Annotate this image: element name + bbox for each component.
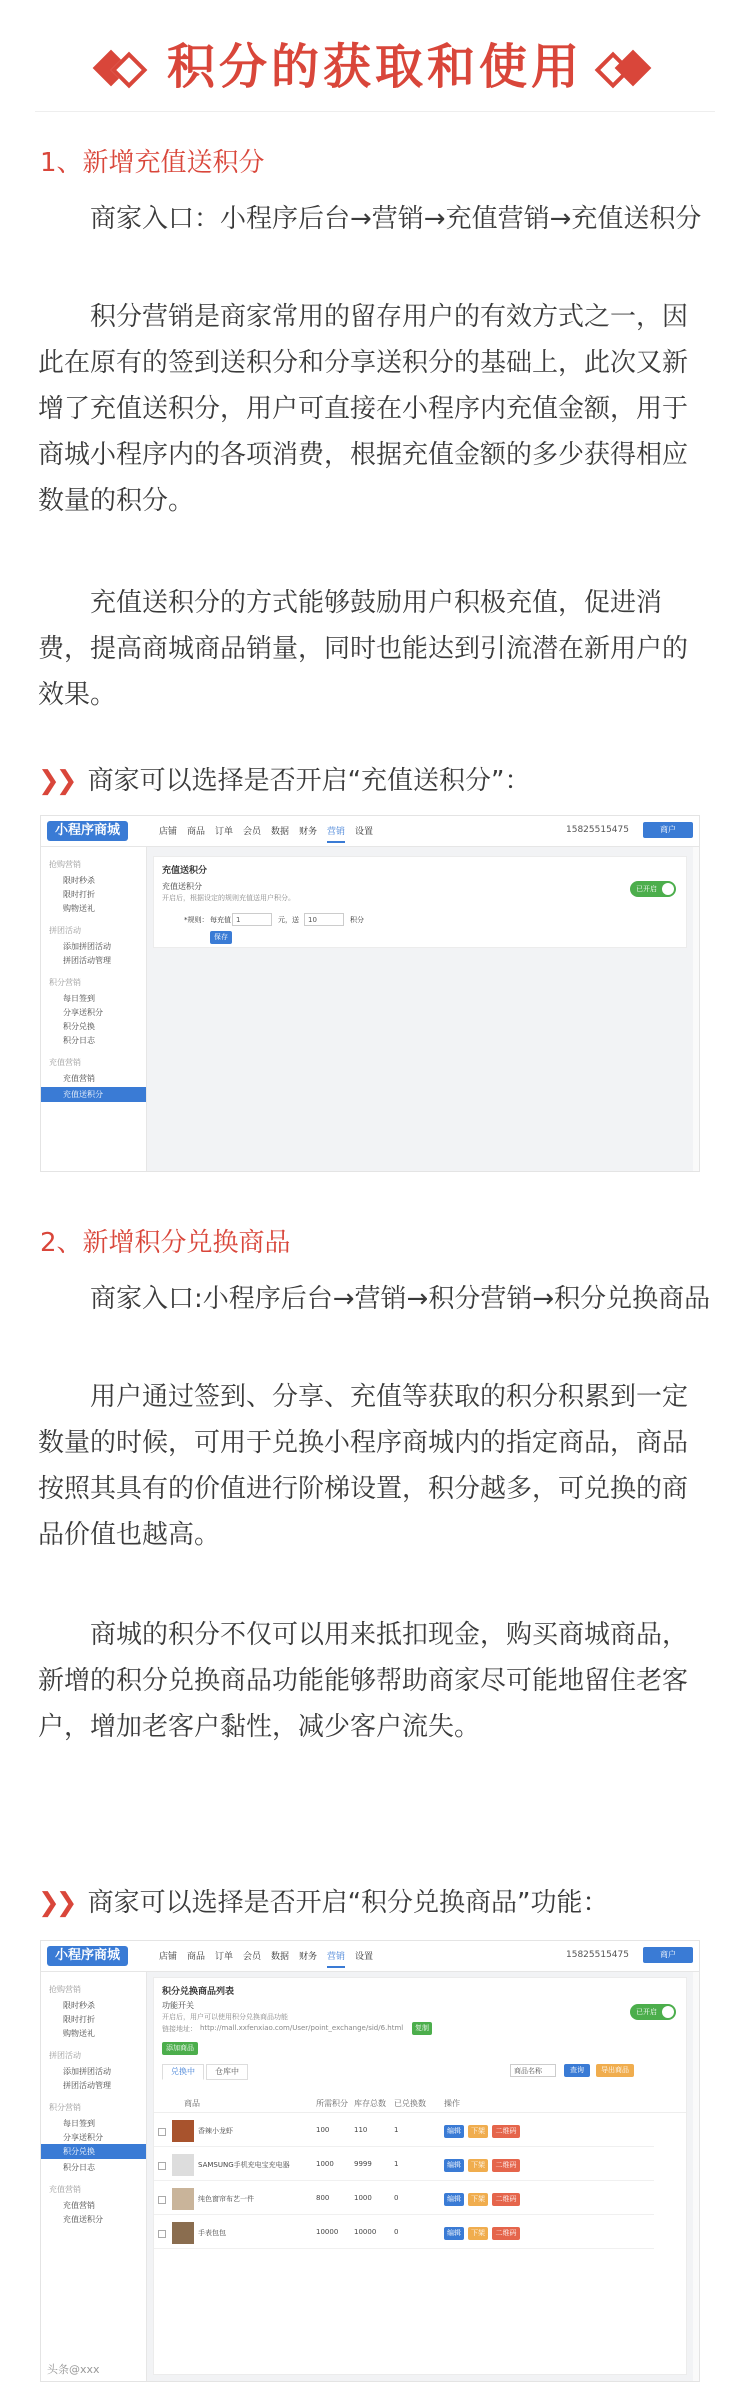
column-exchanged: 已兑换数 (394, 2099, 426, 2108)
section-2-callout (38, 1882, 609, 1919)
product-exchanged: 0 (394, 2194, 399, 2202)
sidebar-group-group-buy: 拼团活动 (49, 926, 81, 935)
nav-store[interactable]: 店铺 (159, 827, 178, 837)
nav-orders[interactable]: 订单 (215, 1952, 234, 1962)
sidebar-item-seckill[interactable]: 限时秒杀 (63, 876, 95, 885)
exchange-toggle[interactable]: 已开启 (630, 2004, 676, 2020)
section-1-entry: 商家入口：小程序后台→营销→充值营销→充值送积分 (90, 204, 702, 234)
product-points: 100 (316, 2126, 330, 2134)
user-button[interactable]: 商户 (643, 1947, 693, 1963)
recharge-points-toggle[interactable]: 已开启 (630, 881, 676, 897)
rule-prefix: 每充值 (210, 916, 231, 924)
sidebar-item-recharge[interactable]: 充值营销 (63, 1074, 95, 1083)
nav-members[interactable]: 会员 (243, 1952, 262, 1962)
switch-description: 开启后，根据设定的规则充值送用户积分。 (162, 894, 295, 902)
sidebar-item-recharge-points[interactable]: 充值送积分 (41, 1087, 146, 1102)
section-1-paragraph-2: 充值送积分的方式能够鼓励用户积极充值，促进消费，提高商城商品销量，同时也能达到引流潜在新用户的效果。 (38, 588, 689, 710)
toggle-knob (662, 2006, 674, 2018)
page-title: 积分的获取和使用 (166, 39, 583, 95)
sidebar-group-recharge: 充值营销 (49, 2185, 81, 2194)
callout-text: 商家可以选择是否开启“充值送积分”： (87, 766, 531, 796)
section-2-entry: 商家入口:小程序后台→营销→积分营销→积分兑换商品 (90, 1284, 711, 1314)
column-operations: 操作 (444, 2099, 460, 2108)
screenshot-points-exchange (40, 1940, 700, 2382)
watermark: 头条@xxx (47, 2363, 100, 2376)
panel-title: 积分兑换商品列表 (162, 1987, 235, 1997)
table-row (154, 2218, 654, 2249)
sidebar-item-discount[interactable]: 限时打折 (63, 890, 95, 899)
product-points: 1000 (316, 2160, 334, 2168)
row-checkbox[interactable] (158, 2196, 166, 2204)
nav-store[interactable]: 店铺 (159, 1952, 178, 1962)
product-name: 手表包包 (198, 2229, 226, 2237)
product-exchanged: 0 (394, 2228, 399, 2236)
sidebar-item-gift[interactable]: 购物送礼 (63, 904, 95, 913)
edit-button[interactable]: 编辑 (444, 2193, 464, 2206)
recharge-amount-input[interactable]: 1 (232, 913, 272, 926)
sidebar-item-recharge-points[interactable]: 充值送积分 (63, 2215, 103, 2224)
sidebar-group-flash: 抢购营销 (49, 1985, 81, 1994)
points-input[interactable]: 10 (304, 913, 344, 926)
nav-members[interactable]: 会员 (243, 827, 262, 837)
column-stock: 库存总数 (354, 2099, 386, 2108)
table-row (154, 2116, 654, 2147)
tab-warehouse[interactable]: 仓库中 (206, 2064, 248, 2080)
product-stock: 10000 (354, 2228, 377, 2236)
export-button[interactable]: 导出商品 (596, 2064, 634, 2077)
unlist-button[interactable]: 下架 (468, 2227, 488, 2240)
nav-finance[interactable]: 财务 (299, 827, 318, 837)
recharge-points-panel (153, 856, 687, 948)
sidebar-item-gift[interactable]: 购物送礼 (63, 2029, 95, 2038)
sidebar-group-points: 积分营销 (49, 2103, 81, 2112)
product-points: 10000 (316, 2228, 339, 2236)
nav-goods[interactable]: 商品 (187, 827, 206, 837)
section-1-callout (38, 760, 531, 797)
section-2-title: 2、新增积分兑换商品 (40, 1228, 291, 1258)
screenshot-recharge-points (40, 815, 700, 1172)
phone-number: 15825515475 (566, 1950, 629, 1960)
scrollbar[interactable] (693, 1972, 699, 2381)
sidebar-group-flash: 抢购营销 (49, 860, 81, 869)
column-points: 所需积分 (316, 2099, 348, 2108)
top-navbar (41, 1941, 699, 1972)
sidebar-group-points: 积分营销 (49, 978, 81, 987)
qrcode-button[interactable]: 二维码 (492, 2159, 520, 2172)
logo: 小程序商城 (47, 1946, 128, 1966)
link-url[interactable]: http://mall.xxfenxiao.com/User/point_exchange/sid/6.html (200, 2024, 404, 2032)
edit-button[interactable]: 编辑 (444, 2125, 464, 2138)
qrcode-button[interactable]: 二维码 (492, 2227, 520, 2240)
section-1-paragraph-1: 积分营销是商家常用的留存用户的有效方式之一，因此在原有的签到送积分和分享送积分的基础上，此次又新增了充值送积分，用户可直接在小程序内充值金额，用于商城小程序内的各项消费，根据充值金额的多少获得相应数量的积分。 (38, 302, 689, 516)
nav-marketing[interactable]: 营销 (327, 824, 345, 843)
sidebar-item-points-log[interactable]: 积分日志 (63, 1036, 95, 1045)
row-checkbox[interactable] (158, 2230, 166, 2238)
product-name: SAMSUNG手机充电宝充电器 (198, 2161, 290, 2169)
unlist-button[interactable]: 下架 (468, 2193, 488, 2206)
sidebar (41, 1972, 147, 2381)
product-stock: 1000 (354, 2194, 372, 2202)
sidebar-item-checkin[interactable]: 每日签到 (63, 2119, 95, 2128)
sidebar-item-checkin[interactable]: 每日签到 (63, 994, 95, 1003)
points-exchange-panel (153, 1977, 687, 2375)
sidebar-group-group-buy: 拼团活动 (49, 2051, 81, 2060)
row-checkbox[interactable] (158, 2162, 166, 2170)
sidebar (41, 847, 147, 1171)
nav-marketing[interactable]: 营销 (327, 1949, 345, 1968)
tab-exchanging[interactable]: 兑换中 (162, 2064, 204, 2080)
sidebar-group-recharge: 充值营销 (49, 1058, 81, 1067)
sidebar-item-seckill[interactable]: 限时秒杀 (63, 2001, 95, 2010)
save-button[interactable]: 保存 (210, 931, 232, 944)
rule-suffix: 积分 (350, 916, 364, 924)
unlist-button[interactable]: 下架 (468, 2159, 488, 2172)
sidebar-item-manage-group[interactable]: 拼团活动管理 (63, 956, 111, 965)
product-thumbnail (172, 2154, 194, 2176)
copy-link-button[interactable]: 复制 (412, 2022, 432, 2035)
product-name: 纯色窗帘布艺一件 (198, 2195, 254, 2203)
qrcode-button[interactable]: 二维码 (492, 2125, 520, 2138)
product-points: 800 (316, 2194, 330, 2202)
rule-mid: 元，送 (278, 916, 299, 924)
sidebar-item-add-group[interactable]: 添加拼团活动 (63, 942, 111, 951)
switch-title: 充值送积分 (162, 882, 202, 891)
phone-number: 15825515475 (566, 825, 629, 835)
callout-text: 商家可以选择是否开启“积分兑换商品”功能： (87, 1888, 609, 1918)
search-input[interactable]: 商品名称 (510, 2064, 556, 2077)
sidebar-item-recharge[interactable]: 充值营销 (63, 2201, 95, 2210)
nav-goods[interactable]: 商品 (187, 1952, 206, 1962)
sidebar-item-share-points[interactable]: 分享送积分 (63, 1008, 103, 1017)
nav-data[interactable]: 数据 (271, 1952, 290, 1962)
logo: 小程序商城 (47, 821, 128, 841)
product-stock: 110 (354, 2126, 368, 2134)
table-row (154, 2150, 654, 2181)
sidebar-item-points-log[interactable]: 积分日志 (63, 2163, 95, 2172)
scrollbar[interactable] (693, 847, 699, 1171)
nav-data[interactable]: 数据 (271, 827, 290, 837)
sidebar-item-share-points[interactable]: 分享送积分 (63, 2133, 103, 2142)
nav-settings[interactable]: 设置 (355, 827, 374, 837)
table-row (154, 2184, 654, 2215)
product-stock: 9999 (354, 2160, 372, 2168)
switch-description: 开启后，用户可以使用积分兑换商品功能 (162, 2013, 288, 2021)
sidebar-item-points-exchange[interactable]: 积分兑换 (63, 1022, 95, 1031)
sidebar-item-discount[interactable]: 限时打折 (63, 2015, 95, 2024)
page-header (0, 0, 750, 120)
link-label: 链接地址： (162, 2025, 197, 2033)
table-header (154, 2094, 686, 2113)
section-2-paragraph-1: 用户通过签到、分享、充值等获取的积分积累到一定数量的时候，可用于兑换小程序商城内的指定商品，商品按照其具有的价值进行阶梯设置，积分越多，可兑换的商品价值也越高。 (38, 1382, 689, 1550)
add-goods-button[interactable]: 添加商品 (162, 2042, 198, 2055)
product-name: 香辣小龙虾 (198, 2127, 233, 2135)
product-exchanged: 1 (394, 2160, 399, 2168)
column-goods: 商品 (184, 2099, 200, 2108)
double-chevron-icon: ❯❯ (38, 1888, 74, 1918)
rule-label: *规则： (184, 916, 209, 924)
top-navbar (41, 816, 699, 847)
double-chevron-icon: ❯❯ (38, 766, 74, 796)
product-exchanged: 1 (394, 2126, 399, 2134)
product-thumbnail (172, 2188, 194, 2210)
panel-title: 充值送积分 (162, 866, 208, 876)
qrcode-button[interactable]: 二维码 (492, 2193, 520, 2206)
product-thumbnail (172, 2222, 194, 2244)
product-thumbnail (172, 2120, 194, 2142)
toggle-knob (662, 883, 674, 895)
header-divider (35, 111, 715, 112)
row-checkbox[interactable] (158, 2128, 166, 2136)
edit-button[interactable]: 编辑 (444, 2159, 464, 2172)
switch-title: 功能开关 (162, 2001, 194, 2010)
nav-orders[interactable]: 订单 (215, 827, 234, 837)
search-button[interactable]: 查询 (564, 2064, 590, 2077)
sidebar-item-manage-group[interactable]: 拼团活动管理 (63, 2081, 111, 2090)
section-2-paragraph-2: 商城的积分不仅可以用来抵扣现金，购买商城商品，新增的积分兑换商品功能能够帮助商家尽可能地留住老客户，增加老客户黏性，减少客户流失。 (38, 1620, 689, 1742)
section-1-title: 1、新增充值送积分 (40, 148, 265, 178)
sidebar-item-add-group[interactable]: 添加拼团活动 (63, 2067, 111, 2076)
unlist-button[interactable]: 下架 (468, 2125, 488, 2138)
sidebar-item-points-exchange[interactable]: 积分兑换 (41, 2144, 146, 2159)
user-button[interactable]: 商户 (643, 822, 693, 838)
nav-settings[interactable]: 设置 (355, 1952, 374, 1962)
edit-button[interactable]: 编辑 (444, 2227, 464, 2240)
nav-finance[interactable]: 财务 (299, 1952, 318, 1962)
